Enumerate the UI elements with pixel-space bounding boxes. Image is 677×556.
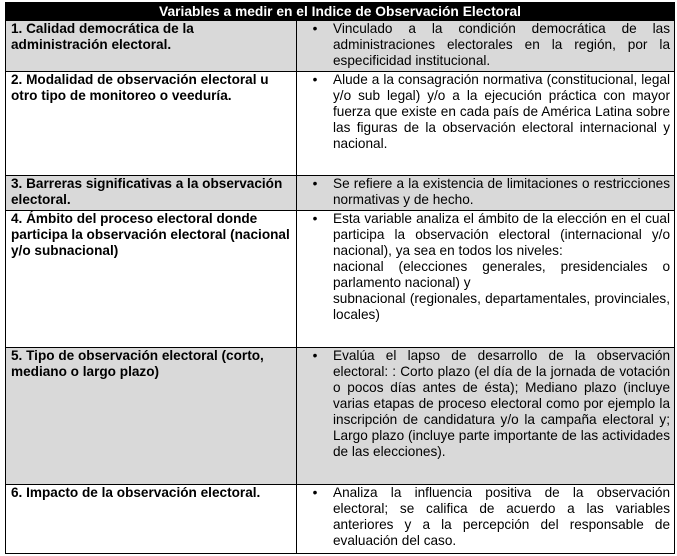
description-text: subnacional (regionales, departamentales, provinciales, locales) — [333, 291, 671, 322]
variable-name: 3. Barreras significativas a la observación electoral. — [6, 176, 297, 211]
variable-name: 5. Tipo de observación electoral (corto, mediano o largo plazo) — [6, 348, 297, 485]
bullet: • — [312, 72, 318, 87]
variable-description — [297, 485, 675, 554]
table-title: Variables a medir en el Indice de Observación Electoral — [6, 3, 675, 21]
description-text: Alude a la consagración normativa (constitucional, legal y/o sub legal) y/o a la ejecución práctica con mayor fuerza que existe en cada país de América Latina sobre las figuras de la observación electoral internacional y nacional. — [333, 72, 671, 151]
variable-description — [297, 211, 675, 348]
description-text: Esta variable analiza el ámbito de la elección en el cual participa la observación electoral (internacional y/o nacional), ya sea en todos los niveles: — [333, 211, 671, 258]
variable-name: 6. Impacto de la observación electoral. — [6, 485, 297, 554]
description-text: Analiza la influencia positiva de la observación electoral; se califica de acuerdo a las variables anteriores y a la percepción del responsable de evaluación del caso. — [333, 485, 671, 548]
table-row — [6, 72, 675, 176]
description-text: Evalúa el lapso de desarrollo de la observación electoral: : Corto plazo (el día de la jornada de votación o pocos días antes de ésta); Mediano plazo (incluye varias etapas de proceso electoral como por ejemplo la inscripción de candidatura y/o la campaña electoral y; Largo plazo (incluye parte importante de las actividades de las elecciones). — [333, 348, 671, 459]
bullet: • — [312, 485, 318, 500]
variables-table — [5, 2, 675, 554]
table-row — [6, 176, 675, 211]
bullet: • — [312, 176, 318, 191]
variable-description — [297, 21, 675, 72]
table-row — [6, 348, 675, 485]
variable-description — [297, 348, 675, 485]
variable-description — [297, 176, 675, 211]
description-text: Vinculado a la condición democrática de las administraciones electorales en la región, por la especificidad institucional. — [333, 21, 671, 68]
variable-name: 4. Ámbito del proceso electoral donde participa la observación electoral (nacional y/o subnacional) — [6, 211, 297, 348]
bullet: • — [312, 348, 318, 363]
variable-name: 2. Modalidad de observación electoral u otro tipo de monitoreo o veeduría. — [6, 72, 297, 176]
description-text: Se refiere a la existencia de limitaciones o restricciones normativas y de hecho. — [333, 176, 671, 207]
description-text: nacional (elecciones generales, presidenciales o parlamento nacional) y — [333, 259, 671, 290]
variable-name: 1. Calidad democrática de la administración electoral. — [6, 21, 297, 72]
variable-description — [297, 72, 675, 176]
table-row — [6, 21, 675, 72]
table-row — [6, 211, 675, 348]
table-row — [6, 485, 675, 554]
bullet: • — [312, 211, 318, 226]
bullet: • — [312, 21, 318, 36]
